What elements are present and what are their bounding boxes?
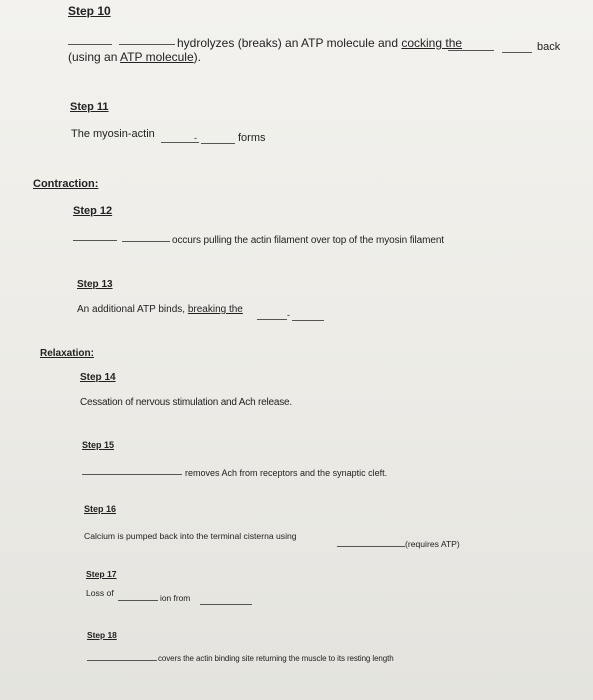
step-17-text-b: ion from: [160, 593, 191, 603]
step-10-back-text: back: [537, 41, 561, 53]
step-11-dash: -: [194, 133, 197, 143]
step-18-blank[interactable]: [87, 660, 157, 661]
step-18-heading: Step 18: [87, 630, 117, 640]
step-10-blank-2[interactable]: [119, 44, 175, 45]
step-16-heading: Step 16: [84, 504, 117, 514]
step-11-text-b: forms: [238, 132, 266, 144]
step-13-blank-1[interactable]: [257, 319, 287, 320]
step-10-blank-3[interactable]: [448, 50, 494, 51]
step-16-text-a: Calcium is pumped back into the terminal cisterna using: [84, 531, 297, 541]
step-16-blank[interactable]: [337, 546, 405, 547]
step-11-heading: Step 11: [70, 101, 109, 113]
step-15-text: removes Ach from receptors and the synaptic cleft.: [185, 468, 388, 478]
step-10-blank-1[interactable]: [68, 44, 112, 45]
step-15-blank[interactable]: [82, 474, 182, 475]
step-12-blank-1[interactable]: [73, 240, 117, 241]
step-12-heading: Step 12: [73, 205, 113, 217]
step-14-heading: Step 14: [80, 372, 116, 383]
step-13-text: An additional ATP binds, breaking the: [77, 304, 243, 315]
step-18-text: covers the actin binding site returning the muscle to its resting length: [158, 654, 394, 663]
step-10-text: hydrolyzes (breaks) an ATP molecule and cocking the: [177, 36, 463, 50]
step-10-text-line-2: (using an ATP molecule).: [68, 50, 201, 64]
step-13-heading: Step 13: [77, 279, 113, 290]
step-12-blank-2[interactable]: [122, 241, 170, 242]
step-15-heading: Step 15: [82, 440, 115, 450]
step-10-blank-4[interactable]: [502, 52, 532, 53]
step-11-blank-2[interactable]: [201, 143, 235, 144]
step-13-blank-2[interactable]: [292, 320, 324, 321]
step-17-heading: Step 17: [86, 569, 117, 579]
relaxation-heading: Relaxation:: [40, 348, 94, 359]
step-17-text-a: Loss of: [86, 588, 114, 598]
step-14-text: Cessation of nervous stimulation and Ach release.: [80, 397, 292, 408]
step-12-text: occurs pulling the actin filament over top of the myosin filament: [172, 235, 444, 246]
step-10-heading: Step 10: [68, 4, 111, 18]
contraction-heading: Contraction:: [33, 178, 99, 190]
step-11-text-a: The myosin-actin: [71, 128, 155, 140]
step-17-blank-2[interactable]: [200, 604, 252, 605]
step-17-blank-1[interactable]: [118, 600, 158, 601]
step-13-dash: -: [287, 310, 290, 320]
step-16-text-b: (requires ATP): [405, 539, 460, 549]
